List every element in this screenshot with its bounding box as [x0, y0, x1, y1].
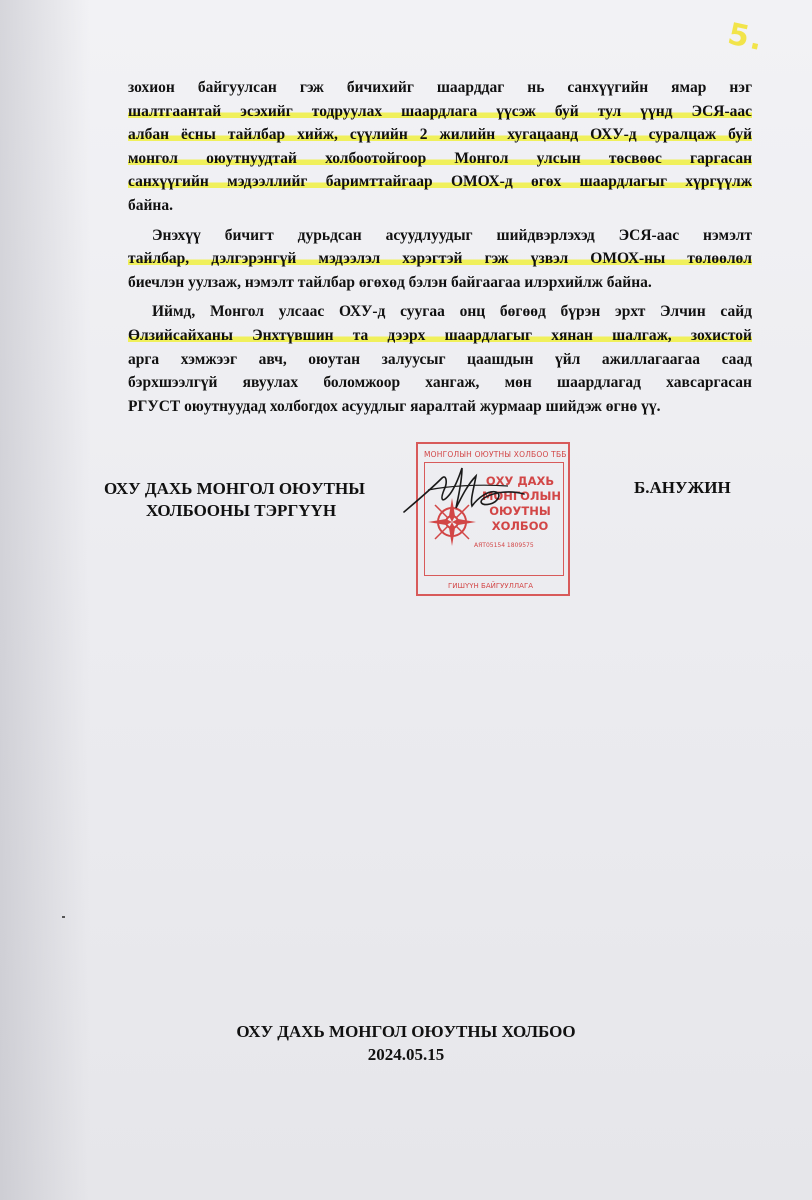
highlight: албан ёсны тайлбар хийж, сүүлийн 2 жилийн хугацаанд ОХУ-д суралцаж буй [128, 126, 752, 144]
text-line [128, 100, 752, 124]
stamp-bottom-text: ГИШҮҮН БАЙГУУЛЛАГА [448, 582, 534, 590]
paper-speck [62, 916, 65, 918]
footer-date: 2024.05.15 [367, 1045, 445, 1064]
highlight: шалтгаантай эсэхийг тодруулах шаардлага үүсэж буй тул үүнд ЭСЯ-аас [128, 102, 752, 120]
text-line: Иймд, Монгол улсаас ОХУ-д суугаа онц бөгөөд бүрэн эрхт Элчин сайд [152, 303, 752, 321]
highlight: монгол оюутнуудтай холбоотойгоор Монгол улсын төсвөөс гаргасан [128, 149, 752, 167]
footer [0, 1020, 812, 1066]
stamp-org-name: ОХУ ДАХЬ МОНГОЛЫН ОЮУТНЫ ХОЛБОО [482, 474, 562, 533]
paragraph-2 [128, 224, 752, 295]
letter-body [128, 76, 752, 418]
text-line [128, 324, 752, 348]
text-line: РГУСТ оюутнуудад холбогдох асуудлыг яаралтай журмаар шийдэж өгнө үү. [128, 397, 661, 415]
stamp-registration: АЯТ05154 1809575 [474, 542, 534, 549]
text-line: байна. [128, 196, 173, 214]
text-line: зохион байгуулсан гэж бичихийг шаарддаг нь санхүүгийн ямар нэг [128, 79, 752, 96]
footer-org: ОХУ ДАХЬ МОНГОЛ ОЮУТНЫ ХОЛБОО [236, 1022, 576, 1041]
highlight: тайлбар, дэлгэрэнгүй мэдээлэл хэрэгтэй гэж үзвэл ОМОХ-ны төлөөлөл [128, 250, 752, 268]
paragraph-1 [128, 76, 752, 218]
text-line: арга хэмжээг авч, оюутан залуусыг цаашдын үйл ажиллагаагаа саад [128, 350, 752, 368]
text-line [128, 147, 752, 171]
handwritten-signature [398, 460, 528, 520]
signatory-name: Б.АНУЖИН [634, 478, 731, 497]
stamp-top-text: МОНГОЛЫН ОЮУТНЫ ХОЛБОО ТББ [424, 450, 567, 459]
text-line: Энэхүү бичигт дурьдсан асуудлуудыг шийдвэрлэхэд ЭСЯ-аас нэмэлт [152, 226, 752, 244]
text-line [128, 170, 752, 194]
text-line: биечлэн уулзаж, нэмэлт тайлбар өгөхөд бэлэн байгаагаа илэрхийлж байна. [128, 273, 652, 291]
text-line [128, 247, 752, 271]
page-number: 5. [724, 16, 768, 59]
signatory-title-line1: ОХУ ДАХЬ МОНГОЛ ОЮУТНЫ [104, 479, 365, 498]
signatory-title-line2: ХОЛБООНЫ ТЭРГҮҮН [146, 501, 337, 520]
text-line [128, 123, 752, 147]
text-line: бэрхшээлгүй явуулах боломжоор хангаж, мөн шаардлагад хавсаргасан [128, 374, 752, 392]
paragraph-3 [128, 300, 752, 418]
signatory-title [104, 478, 404, 522]
highlight: Өлзийсайханы Энхтүвшин та дээрх шаардлагыг хянан шалгаж, зохистой [128, 326, 752, 344]
highlight: санхүүгийн мэдээллийг баримттайгаар ОМОХ-д өгөх шаардлагыг хүргүүлж [128, 173, 752, 191]
